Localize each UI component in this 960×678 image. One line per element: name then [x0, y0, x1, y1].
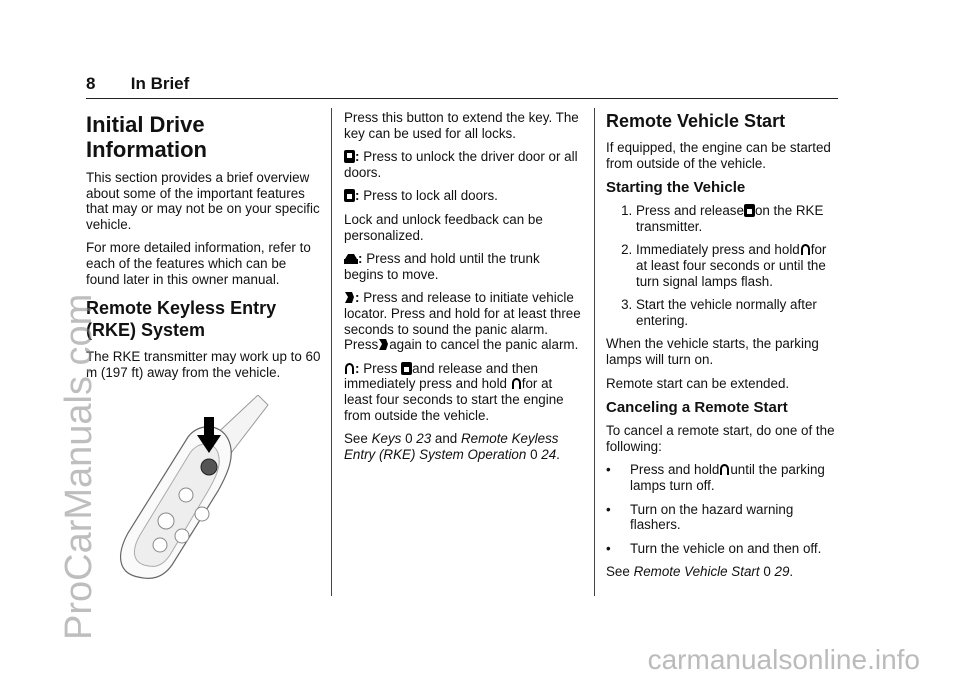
- ref-rvs-link[interactable]: Remote Vehicle Start: [633, 564, 760, 580]
- remote-start-colon: :: [355, 360, 360, 376]
- fob-panic-icon: [153, 538, 167, 552]
- see-references-paragraph: [344, 431, 582, 462]
- ref-rke-page[interactable]: 24: [541, 446, 557, 462]
- step-2-text-a: Immediately press and hold: [636, 242, 800, 258]
- page-arrow-icon: 0: [405, 431, 413, 447]
- fob-trunk-icon: [158, 513, 174, 529]
- fob-remote-start-icon: [175, 529, 189, 543]
- see-label: See: [606, 564, 630, 580]
- fob-lock-icon: [179, 488, 193, 502]
- intro-paragraph: This section provides a brief overview about some of the important features that may or may not be on your specific vehicle.: [86, 170, 320, 232]
- unlock-text: Press to unlock the driver door or all doors.: [344, 149, 578, 180]
- remote-start-icon: [800, 243, 811, 256]
- column-divider-1: [331, 108, 332, 596]
- bullet: •: [606, 540, 611, 556]
- column-divider-2: [594, 108, 595, 596]
- side-watermark: ProCarManuals.com: [58, 293, 100, 640]
- page-arrow-icon: 0: [763, 564, 771, 580]
- section-title: In Brief: [130, 74, 190, 93]
- bullet: •: [606, 462, 611, 478]
- key-release-button: [201, 459, 217, 475]
- bullet: •: [606, 501, 611, 517]
- page-header: [86, 74, 189, 94]
- remote-start-text-2: and release and then immediately press and hold: [344, 360, 538, 392]
- column-1: [86, 110, 322, 388]
- heading-initial-drive: Initial Drive Information: [86, 112, 207, 162]
- ref-keys-link[interactable]: Keys: [371, 431, 402, 447]
- equipped-paragraph: If equipped, the engine can be started from outside of the vehicle.: [606, 140, 831, 171]
- remote-start-text-1: Press: [363, 360, 398, 376]
- cancel-option-3-text: Turn the vehicle on and then off.: [630, 540, 822, 556]
- cancel-option-1-text-b: until the parking lamps turn off.: [630, 462, 825, 493]
- heading-remote-vehicle-start: Remote Vehicle Start: [606, 111, 786, 131]
- trunk-icon: [344, 252, 358, 265]
- cancel-intro-paragraph: To cancel a remote start, do one of the following:: [606, 423, 835, 454]
- step-1-text-b: on the RKE transmitter.: [636, 203, 824, 234]
- period: .: [789, 564, 794, 580]
- panic-icon-inline: [378, 338, 389, 351]
- fob-unlock-icon: [195, 507, 209, 521]
- unlock-paragraph: [344, 149, 582, 180]
- trunk-text: Press and hold until the trunk begins to move.: [344, 251, 540, 282]
- panic-colon: :: [355, 290, 360, 306]
- unlock-colon: :: [355, 149, 360, 165]
- header-rule: [86, 98, 838, 99]
- vehicle-starts-paragraph: When the vehicle starts, the parking lamps will turn on.: [606, 336, 819, 367]
- page-number: 8: [86, 74, 96, 93]
- remote-start-icon: [344, 362, 355, 375]
- cancel-option-2-text: Turn on the hazard warning flashers.: [630, 501, 794, 533]
- step-2-text-b: for at least four seconds or until the turn signal lamps flash.: [636, 242, 827, 289]
- heading-rke: Remote Keyless Entry (RKE) System: [86, 298, 277, 341]
- lock-paragraph: [344, 188, 582, 204]
- remote-start-paragraph: [344, 361, 582, 423]
- ref-keys-page[interactable]: 23: [416, 431, 432, 447]
- cancel-option-1: [606, 462, 840, 493]
- ref-rvs-page[interactable]: 29: [774, 564, 790, 580]
- lock-icon: [344, 189, 355, 202]
- feedback-paragraph: Lock and unlock feedback can be personalized.: [344, 211, 543, 243]
- heading-starting-vehicle: Starting the Vehicle: [606, 179, 746, 197]
- trunk-paragraph: [344, 251, 582, 282]
- cancel-option-3: [606, 541, 840, 557]
- trunk-colon: :: [358, 251, 363, 267]
- see-rvs-paragraph: [606, 564, 840, 580]
- column-3: [606, 110, 840, 588]
- lock-icon: [744, 204, 755, 217]
- panic-icon: [344, 291, 355, 304]
- key-fob-illustration: [110, 395, 280, 585]
- cancel-options-list: [606, 462, 840, 556]
- more-info-paragraph: For more detailed information, refer to each of the features which can be found later in this owner manual.: [86, 240, 311, 287]
- step-1: [636, 203, 840, 234]
- lock-colon: :: [355, 188, 360, 204]
- cancel-option-2: [606, 502, 840, 533]
- extend-paragraph: Remote start can be extended.: [606, 375, 790, 391]
- remote-start-icon: [719, 463, 730, 476]
- ref-rke-link[interactable]: Remote Keyless Entry (RKE) System Operation: [344, 431, 559, 462]
- lock-text: Press to lock all doors.: [363, 188, 498, 204]
- panic-paragraph: [344, 290, 582, 352]
- key-extend-paragraph: Press this button to extend the key. The key can be used for all locks.: [344, 110, 579, 141]
- lock-icon-inline: [401, 362, 412, 375]
- and-label: and: [434, 431, 458, 447]
- cancel-option-1-text-a: Press and hold: [630, 462, 720, 478]
- panic-text-1: Press and release to initiate vehicle locator. Press and hold for at least three seconds to sound the panic alarm. Press: [344, 290, 581, 353]
- bottom-watermark: carmanualsonline.info: [647, 644, 920, 675]
- step-2: [636, 242, 840, 289]
- range-paragraph: The RKE transmitter may work up to 60 m (197 ft) away from the vehicle.: [86, 349, 321, 380]
- panic-text-2: again to cancel the panic alarm.: [389, 337, 579, 353]
- page-arrow-icon-2: 0: [530, 446, 538, 462]
- column-2: [344, 110, 582, 470]
- start-steps-list: [606, 203, 840, 328]
- step-1-text-a: Press and release: [636, 203, 744, 219]
- see-label: See: [344, 431, 368, 447]
- period: .: [556, 446, 560, 462]
- heading-canceling: Canceling a Remote Start: [606, 399, 788, 417]
- remote-start-icon-inline: [511, 377, 522, 390]
- remote-start-text-3: for at least four seconds to start the engine from outside the vehicle.: [344, 376, 564, 423]
- step-3: 3. Start the vehicle normally after entering.: [636, 297, 840, 328]
- unlock-icon: [344, 150, 355, 163]
